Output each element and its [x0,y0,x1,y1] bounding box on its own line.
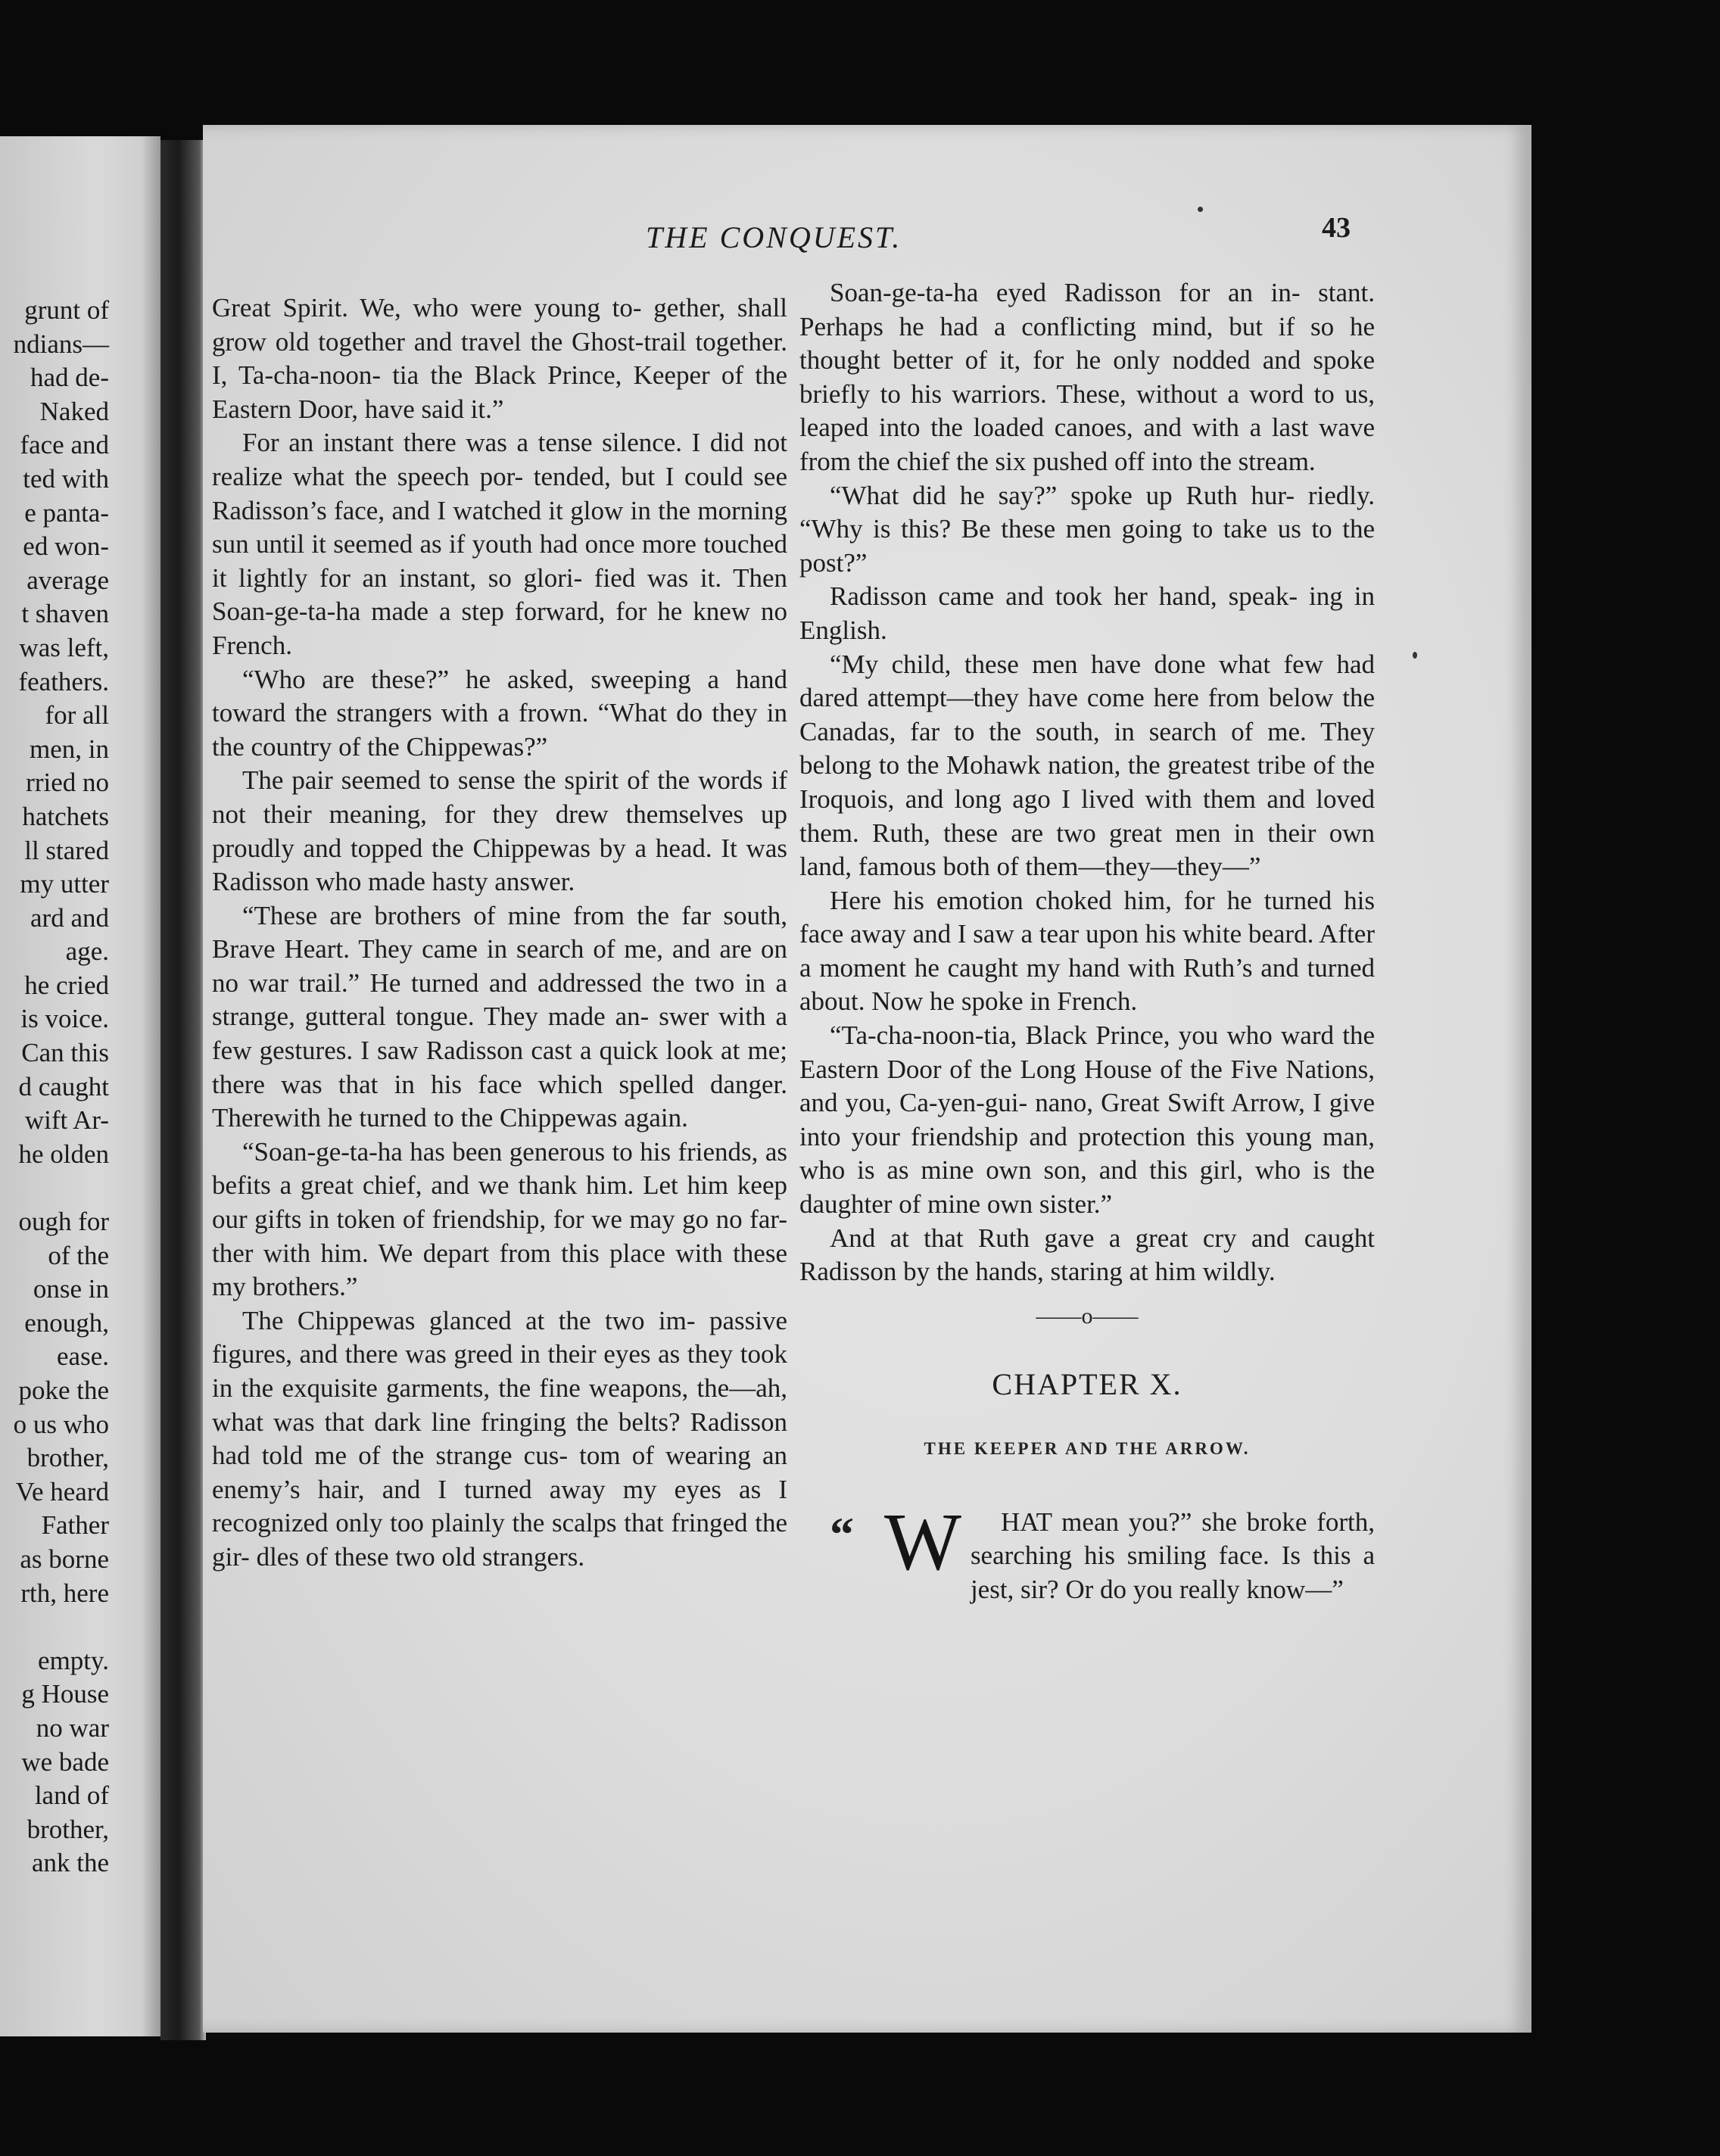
paragraph: The pair seemed to sense the spirit of the words if not their meaning, for they drew themselves up proudly and topped the Chippewas by a head. It was Radisson who made hasty answer. [212,765,787,897]
page-number: 43 [1322,212,1351,244]
chapter-subtitle: THE KEEPER AND THE ARROW. [924,1439,1251,1458]
previous-page-line [0,1171,109,1205]
opening-quote-mark: “ [830,1506,854,1561]
previous-page-line: grunt of [24,295,109,325]
chapter-opening-paragraph [799,1497,1375,1607]
previous-page-line: is voice. [20,1004,109,1034]
paragraph: Great Spirit. We, who were young to- gether, shall grow old together and travel the Ghost-trail together. I, Ta-cha-noon- tia the Black Prince, Keeper of the Eastern Door, have said it.” [212,293,787,424]
previous-page-line: g House [21,1679,109,1709]
previous-page-line: age. [65,936,109,967]
previous-page-line: d caught [18,1071,109,1101]
previous-page-line: enough, [24,1307,109,1338]
previous-page-fragment [0,136,160,2036]
previous-page-line: brother, [26,1443,109,1473]
book-page [203,125,1531,2033]
paragraph: “Soan-ge-ta-ha has been generous to his friends, as befits a great chief, and we thank him. Let him keep our gifts in token of friendship, for we may go no far- ther with him. We depart from this place with these my brothers.” [212,1136,787,1302]
previous-page-line: Father [41,1510,109,1541]
previous-page-line: wift Ar- [24,1105,109,1136]
previous-page-line: hatchets [22,801,109,831]
paragraph: “Ta-cha-noon-tia, Black Prince, you who ward the Eastern Door of the Long House of the Five Nations, and you, Ca-yen-gui- nano, Great Swift Arrow, I give into your friendship and protection this young man, who is as mine own son, and this girl, who is the daughter of mine own sister.” [799,1020,1375,1220]
previous-page-line: ough for [18,1207,109,1237]
previous-page-line: for all [45,700,109,731]
previous-page-line: Ve heard [15,1476,109,1506]
previous-page-line: we bade [21,1746,109,1777]
right-column [799,276,1375,1606]
previous-page-line: was left, [19,632,109,662]
section-ornament: ——o—— [1036,1303,1139,1329]
previous-page-line: face and [20,430,109,460]
paragraph: “My child, these men have done what few had dared attempt—they have come here from below the Canadas, far to the south, in search of me. They belong to the Mohawk nation, the greatest tribe of the Iroquois, and long ago I lived with them and loved them. Ruth, these are two great men in their own land, famous both of them—they—they—” [799,649,1375,882]
ink-speck [1413,652,1417,659]
previous-page-line: ndians— [13,329,109,359]
previous-page-line: as borne [20,1544,109,1574]
paragraph: And at that Ruth gave a great cry and caught Radisson by the hands, staring at him wildly. [799,1223,1375,1287]
previous-page-line: empty. [38,1645,109,1675]
previous-page-line: he cried [24,970,109,1000]
paragraph: “What did he say?” spoke up Ruth hur- riedly. “Why is this? Be these men going to take us to the post?” [799,480,1375,578]
previous-page-line: ank the [31,1848,109,1878]
previous-page-line: rth, here [20,1578,109,1608]
previous-page-line: ease. [57,1341,109,1372]
previous-page-line: he olden [18,1139,109,1169]
binding-gutter [160,140,206,2040]
paragraph: “Who are these?” he asked, sweeping a hand toward the strangers with a frown. “What do they in the country of the Chippewas?” [212,664,787,762]
previous-page-text [0,294,109,1880]
previous-page-line: ll stared [24,835,109,865]
previous-page-line: feathers. [18,666,109,696]
previous-page-line: average [26,565,109,595]
ink-speck [1198,207,1203,212]
previous-page-line: rried no [26,768,109,798]
previous-page-line: onse in [33,1274,109,1304]
previous-page-line: of the [48,1240,109,1270]
drop-cap: W [884,1497,961,1587]
previous-page-line: poke the [18,1376,109,1405]
paragraph: Here his emotion choked him, for he turned his face away and I saw a tear upon his white beard. After a moment he caught my hand with Ruth’s and turned about. Now he spoke in French. [799,885,1375,1017]
previous-page-line: brother, [26,1814,109,1844]
previous-page-line [0,1610,109,1644]
previous-page-line: ted with [23,463,109,494]
previous-page-line: e panta- [24,497,109,528]
paragraph: Radisson came and took her hand, speak- ing in English. [799,581,1375,645]
paragraph: “These are brothers of mine from the far south, Brave Heart. They came in search of me, and are on no war trail.” He turned and addressed the two in a strange, gutteral tongue. They made an- swer with a few gestures. I saw Radisson cast a quick look at me; there was that in his face which spelled danger. Therewith he turned to the Chippewas again. [212,900,787,1133]
previous-page-line: Can this [21,1038,109,1068]
previous-page-line: had de- [30,363,109,393]
previous-page-line: men, in [30,734,109,764]
previous-page-line: Naked [39,396,109,426]
previous-page-line: ed won- [23,531,109,562]
chapter-heading: CHAPTER X. [992,1367,1182,1402]
paragraph: The Chippewas glanced at the two im- passive figures, and there was greed in their eyes as they took in the exquisite garments, the fine weapons, the—ah, what was that dark line fringing the belts? Radisson had told me of the strange cus- tom of wearing an enemy’s hair, and I turned away my eyes as I recognized only too plainly the scalps that fringed the gir- dles of these two old strangers. [212,1305,787,1572]
left-column [212,291,787,1575]
previous-page-line: my utter [20,869,109,899]
previous-page-line: ard and [30,902,109,933]
previous-page-line: land of [34,1781,109,1811]
chapter-opening-text: HAT mean you?” she broke forth, searching his smiling face. Is this a jest, sir? Or do you really know—” [970,1506,1375,1604]
previous-page-line: no war [36,1712,109,1743]
paragraph: For an instant there was a tense silence. I did not realize what the speech por- tended, but I could see Radisson’s face, and I watched it glow in the morning sun until it seemed as if youth had once more touched it lightly for an instant, so glori- fied was it. Then Soan-ge-ta-ha made a step forward, for he knew no French. [212,428,787,660]
previous-page-line: t shaven [21,599,109,629]
paragraph: Soan-ge-ta-ha eyed Radisson for an in- stant. Perhaps he had a conflicting mind, but if so he thought better of it, for he only nodded and spoke briefly to his warriors. These, without a word to us, leaped into the loaded canoes, and with a last wave from the chief the six pushed off into the stream. [799,278,1375,476]
running-head: THE CONQUEST. [646,220,902,254]
previous-page-line: o us who [13,1409,109,1439]
